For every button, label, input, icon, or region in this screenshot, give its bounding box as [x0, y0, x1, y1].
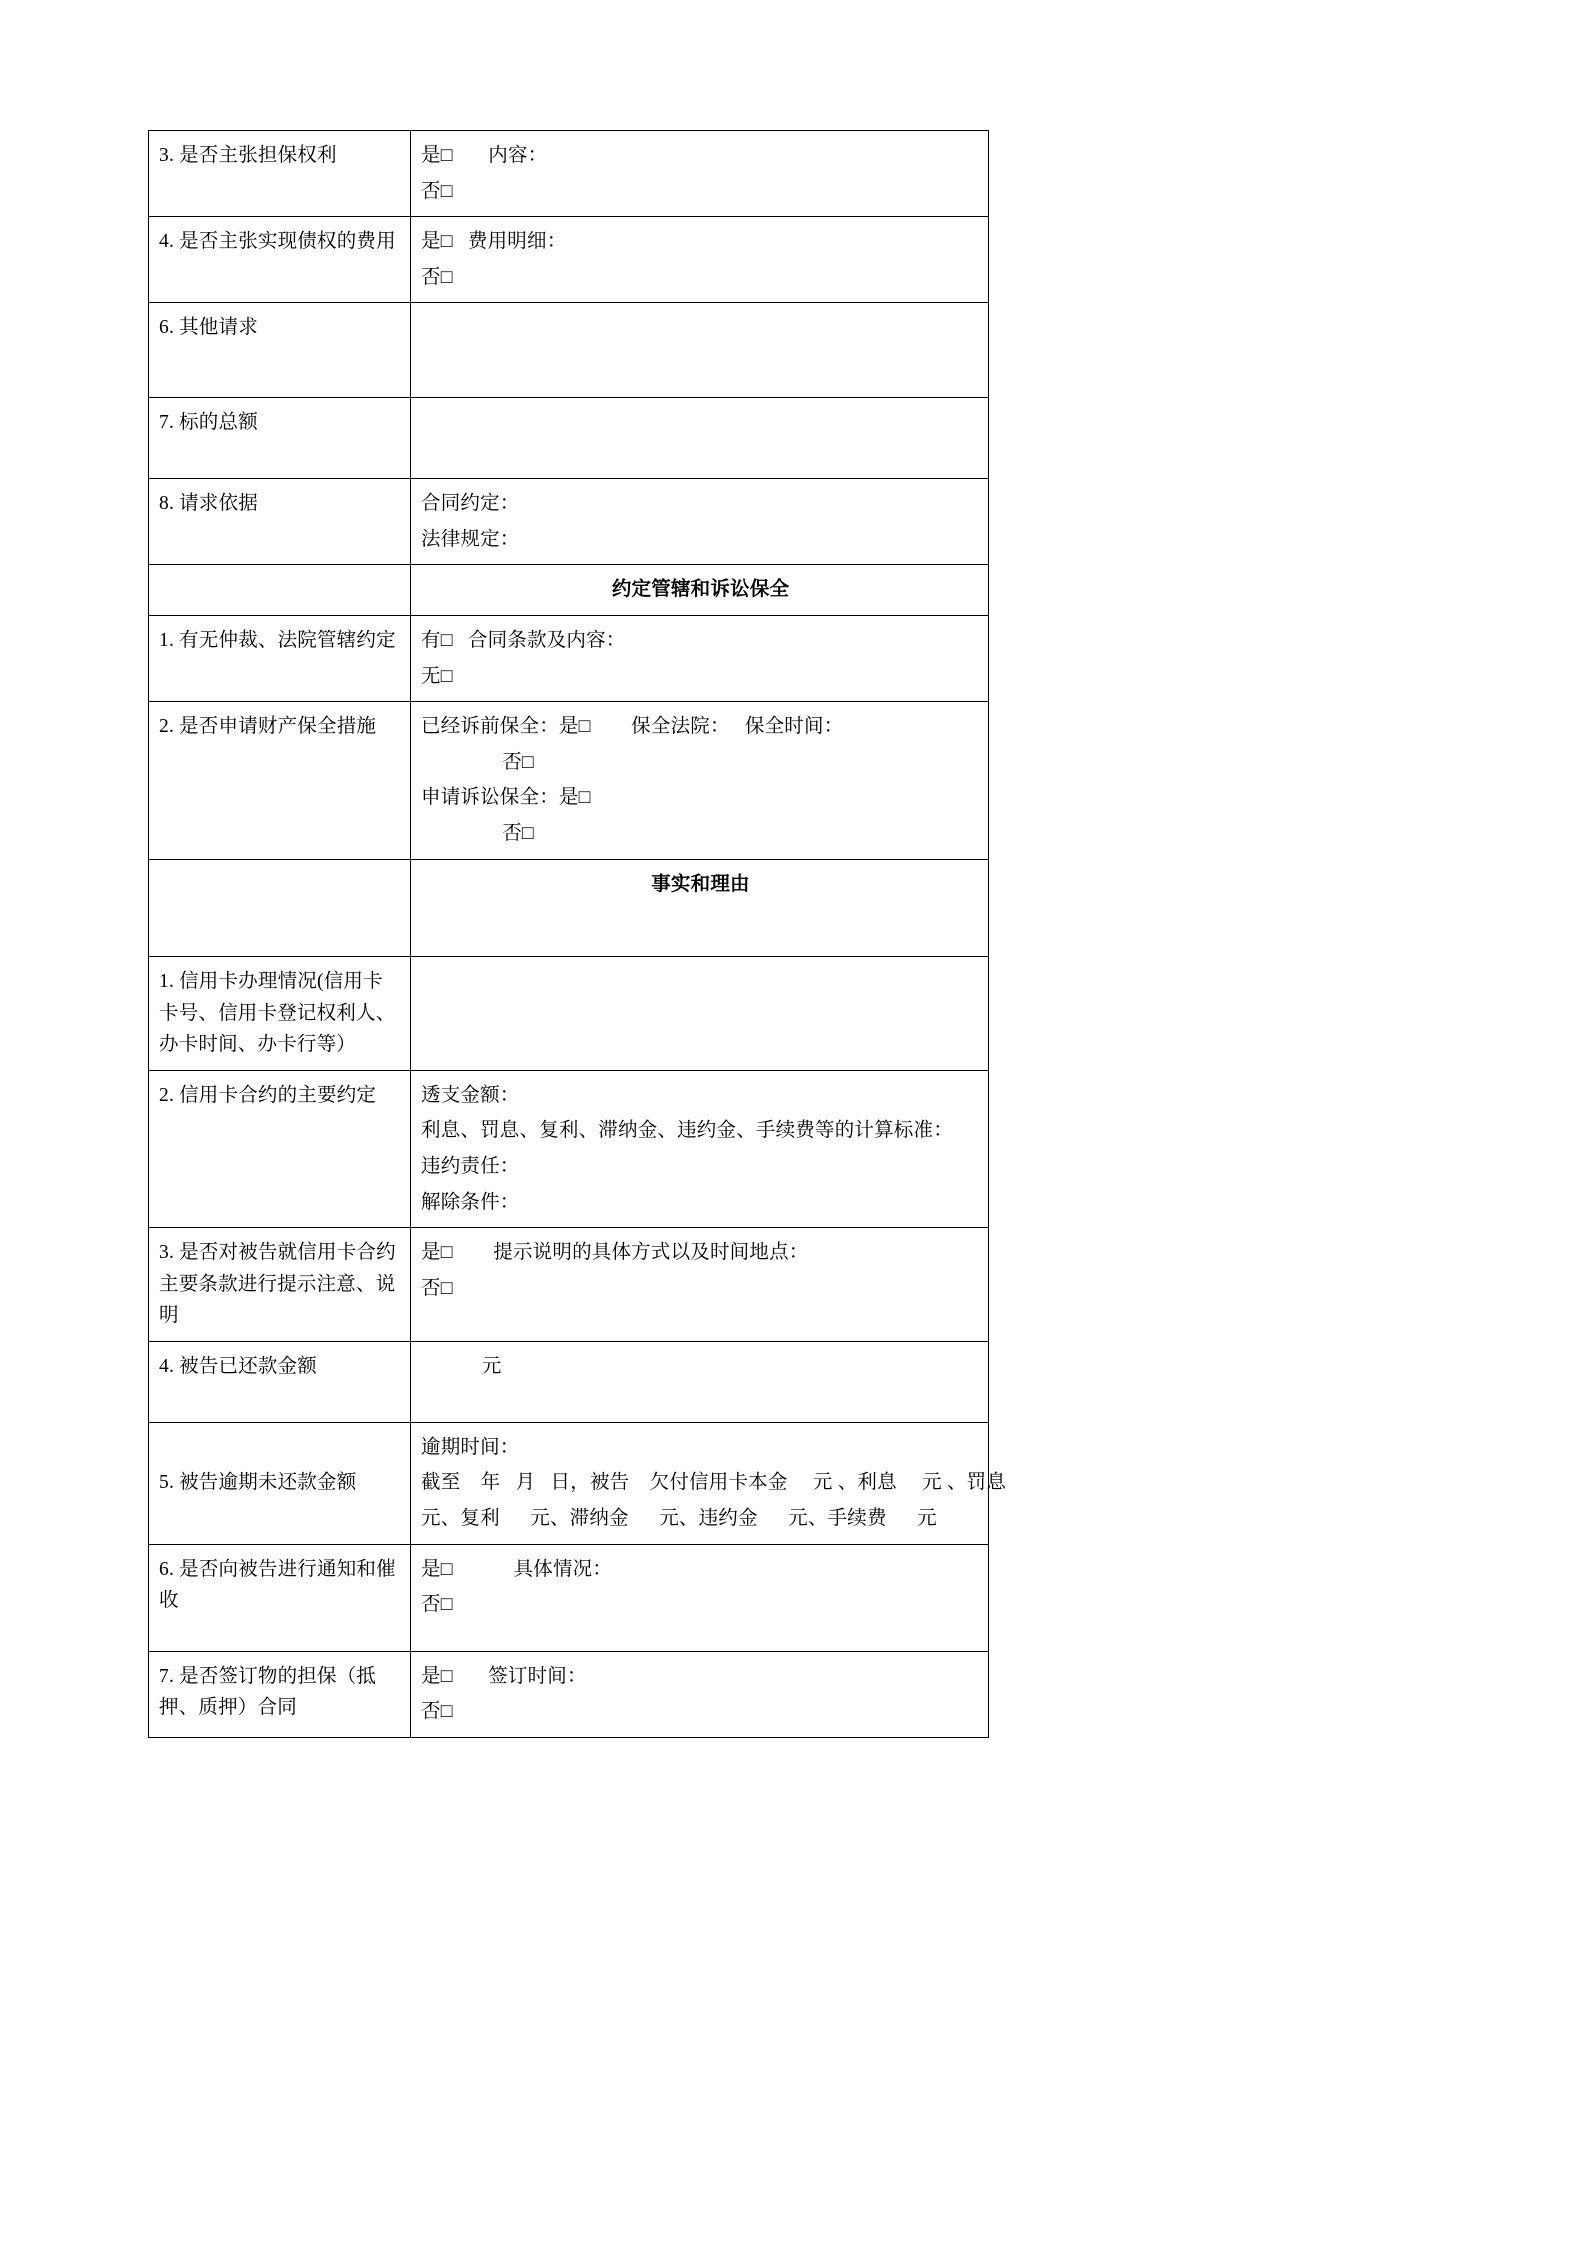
table-row	[149, 1422, 989, 1544]
row-label: 4. 被告已还款金额	[159, 1355, 318, 1377]
value-line: 否□	[421, 751, 534, 773]
row-label-cell	[149, 1422, 411, 1544]
value-line: 否□	[421, 1277, 453, 1299]
row-label-cell	[149, 702, 411, 859]
value-line: 逾期时间：	[421, 1436, 520, 1458]
value-line: 否□	[421, 1701, 453, 1723]
row-value-cell[interactable]	[411, 1544, 989, 1651]
section-banner-text: 约定管辖和诉讼保全	[611, 579, 790, 601]
row-value-cell[interactable]	[411, 303, 989, 398]
row-label: 7. 是否签订物的担保（抵押、质押）合同	[159, 1665, 377, 1719]
row-label: 6. 是否向被告进行通知和催收	[159, 1558, 396, 1612]
row-label: 7. 标的总额	[159, 412, 258, 434]
value-line: 违约责任：	[421, 1155, 520, 1177]
row-value-cell[interactable]	[411, 1341, 989, 1422]
row-label-cell	[149, 1070, 411, 1227]
value-line: 否□	[421, 822, 534, 844]
row-label: 6. 其他请求	[159, 317, 258, 339]
row-value-cell[interactable]	[411, 217, 989, 303]
row-label: 1. 信用卡办理情况(信用卡卡号、信用卡登记权利人、办卡时间、办卡行等）	[159, 971, 396, 1056]
row-label-cell	[149, 957, 411, 1071]
table-row	[149, 702, 989, 859]
row-label-cell	[149, 398, 411, 479]
table-row	[149, 1651, 989, 1737]
section-banner-row	[149, 565, 989, 616]
case-element-form-table	[148, 130, 1007, 1738]
table-row	[149, 131, 989, 217]
row-value-cell[interactable]	[411, 479, 989, 565]
section-banner-text: 事实和理由	[651, 873, 750, 895]
section-banner-facts	[411, 859, 989, 957]
value-line: 已经诉前保全：是□ 保全法院： 保全时间：	[421, 716, 844, 738]
row-value-cell[interactable]	[411, 1070, 989, 1227]
value-line: 元、复利 元、滞纳金 元、违约金 元、手续费 元	[421, 1508, 937, 1530]
value-line: 解除条件：	[421, 1191, 520, 1213]
row-label-cell	[149, 1651, 411, 1737]
value-line: 合同约定：	[421, 493, 520, 515]
value-line: 是□ 内容：	[421, 145, 548, 166]
row-label-cell	[149, 303, 411, 398]
value-line: 无□	[421, 665, 453, 687]
table-row	[149, 957, 989, 1071]
value-line: 透支金额：	[421, 1084, 520, 1106]
value-line: 是□ 具体情况：	[421, 1558, 613, 1580]
row-label: 2. 是否申请财产保全措施	[159, 716, 377, 738]
row-value-cell[interactable]	[411, 702, 989, 859]
row-label-cell	[149, 1341, 411, 1422]
value-line: 有□ 合同条款及内容：	[421, 630, 626, 652]
table-row	[149, 1544, 989, 1651]
row-label: 1. 有无仲裁、法院管辖约定	[159, 630, 396, 652]
value-line: 利息、罚息、复利、滞纳金、违约金、手续费等的计算标准：	[421, 1120, 953, 1142]
table-row	[149, 303, 989, 398]
row-label: 3. 是否对被告就信用卡合约主要条款进行提示注意、说明	[159, 1242, 396, 1327]
value-line: 是□ 提示说明的具体方式以及时间地点：	[421, 1242, 809, 1264]
table-row	[149, 616, 989, 702]
row-label: 3. 是否主张担保权利	[159, 145, 337, 166]
row-value-cell[interactable]	[411, 616, 989, 702]
section-banner-jurisdiction	[411, 565, 989, 616]
table-row	[149, 1228, 989, 1342]
value-line: 截至 年 月 日，被告 欠付信用卡本金 元 、利息 元 、罚息	[421, 1472, 1007, 1494]
value-line: 申请诉讼保全：是□	[421, 787, 591, 809]
table-row	[149, 1070, 989, 1227]
value-line: 是□ 费用明细：	[421, 231, 567, 253]
row-value-cell[interactable]	[411, 957, 989, 1071]
row-label: 2. 信用卡合约的主要约定	[159, 1084, 377, 1106]
row-label: 4. 是否主张实现债权的费用	[159, 231, 396, 253]
row-value-cell[interactable]	[411, 1651, 989, 1737]
row-label-cell	[149, 131, 411, 217]
section-banner-row	[149, 859, 989, 957]
section-banner-spacer	[149, 565, 411, 616]
value-line: 否□	[421, 1594, 453, 1616]
row-label-cell	[149, 217, 411, 303]
row-value-cell[interactable]	[411, 1422, 1007, 1544]
row-value-cell[interactable]	[411, 1228, 989, 1342]
row-label: 8. 请求依据	[159, 493, 258, 515]
row-label-cell	[149, 1544, 411, 1651]
value-line: 否□	[421, 266, 453, 288]
row-value-cell[interactable]	[411, 398, 989, 479]
table-row	[149, 1341, 989, 1422]
table-row	[149, 217, 989, 303]
row-label: 5. 被告逾期未还款金额	[159, 1472, 357, 1494]
row-label-cell	[149, 479, 411, 565]
table-row	[149, 398, 989, 479]
row-label-cell	[149, 616, 411, 702]
value-line: 是□ 签订时间：	[421, 1665, 587, 1687]
value-line: 法律规定：	[421, 528, 520, 550]
row-label-cell	[149, 1228, 411, 1342]
value-line: 否□	[421, 180, 453, 202]
section-banner-spacer	[149, 859, 411, 957]
value-line: 元	[421, 1355, 502, 1377]
table-row	[149, 479, 989, 565]
row-value-cell[interactable]	[411, 131, 989, 217]
